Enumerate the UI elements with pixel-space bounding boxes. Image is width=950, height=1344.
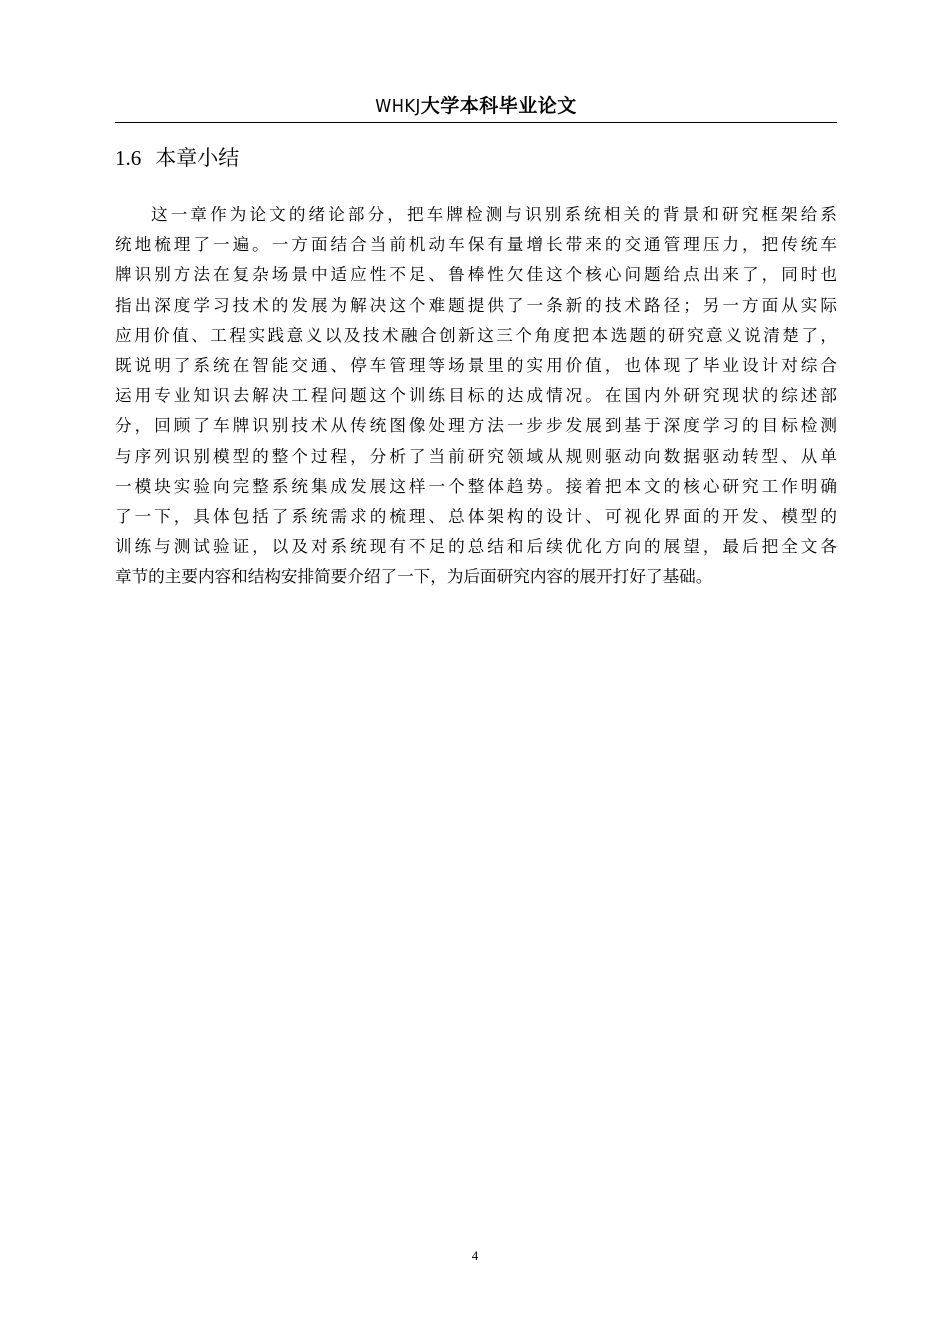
paragraph-line: 了一下，具体包括了系统需求的梳理、总体架构的设计、可视化界面的开发、模型的 <box>115 506 837 526</box>
paragraph-line: 与序列识别模型的整个过程，分析了当前研究领域从规则驱动向数据驱动转型、从单 <box>115 446 837 466</box>
paragraph-line: 既说明了系统在智能交通、停车管理等场景里的实用价值，也体现了毕业设计对综合 <box>115 355 837 375</box>
header-document-type: 大学本科毕业论文 <box>420 95 577 117</box>
running-header <box>115 92 837 123</box>
running-header-text <box>375 92 577 121</box>
body-paragraph <box>115 200 837 592</box>
paragraph-line: 分，回顾了车牌识别技术从传统图像处理方法一步步发展到基于深度学习的目标检测 <box>115 416 837 436</box>
section-number: 1.6 <box>115 146 142 170</box>
paragraph-line: 应用价值、工程实践意义以及技术融合创新这三个角度把本选题的研究意义说清楚了， <box>115 325 837 345</box>
paragraph-line: 章节的主要内容和结构安排简要介绍了一下，为后面研究内容的展开打好了基础。 <box>115 567 713 587</box>
section-heading <box>115 143 239 173</box>
paragraph-line: 指出深度学习技术的发展为解决这个难题提供了一条新的技术路径；另一方面从实际 <box>115 295 837 315</box>
paragraph-line: 这一章作为论文的绪论部分，把车牌检测与识别系统相关的背景和研究框架给系 <box>151 205 837 224</box>
header-institution-code: WHKJ <box>375 96 421 117</box>
paragraph-line: 运用专业知识去解决工程问题这个训练目标的达成情况。在国内外研究现状的综述部 <box>115 386 837 406</box>
section-title: 本章小结 <box>155 146 240 170</box>
paragraph-line: 训练与测试验证，以及对系统现有不足的总结和后续优化方向的展望，最后把全文各 <box>115 537 837 557</box>
paragraph-line: 一模块实验向完整系统集成发展这样一个整体趋势。接着把本文的核心研究工作明确 <box>115 476 837 496</box>
page-number: 4 <box>471 1248 479 1263</box>
paragraph-line: 统地梳理了一遍。一方面结合当前机动车保有量增长带来的交通管理压力，把传统车 <box>115 235 837 255</box>
paragraph-line: 牌识别方法在复杂场景中适应性不足、鲁棒性欠佳这个核心问题给点出来了，同时也 <box>115 265 837 285</box>
